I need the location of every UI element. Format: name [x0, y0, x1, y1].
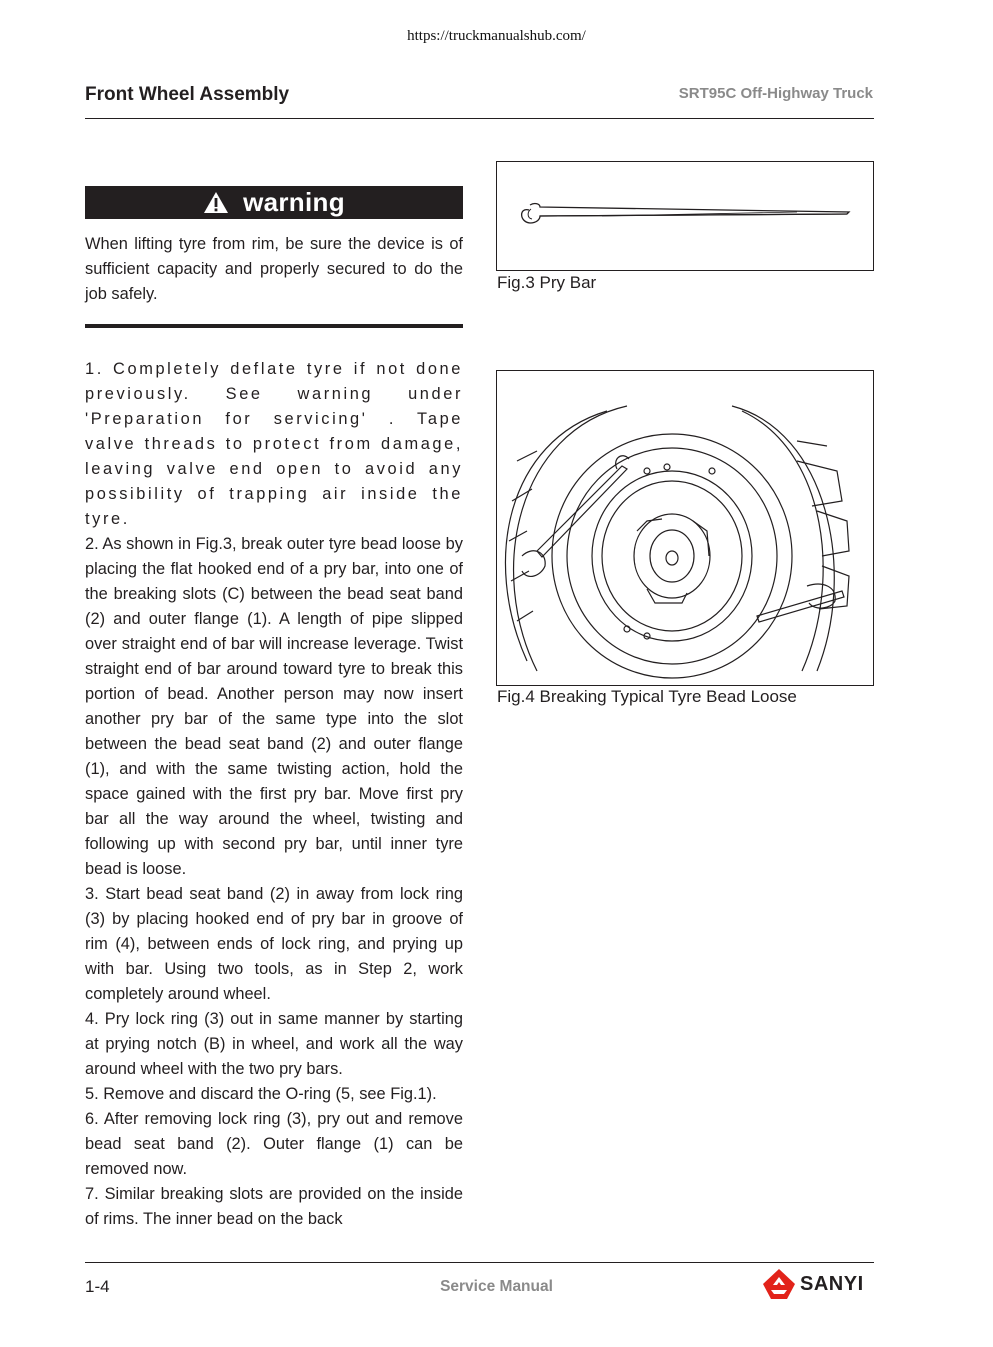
warning-label: warning	[243, 187, 345, 217]
fig4-caption: Fig.4 Breaking Typical Tyre Bead Loose	[497, 687, 797, 706]
fig4-tyre-illustration	[496, 370, 874, 686]
warning-text: When lifting tyre from rim, be sure the device is of sufficient capacity and properly secured to do the job safely.	[85, 235, 463, 303]
warning-triangle-icon	[203, 191, 229, 214]
step-3: 3. Start bead seat band (2) in away from lock ring (3) by placing hooked end of pry bar in groove of rim (4), between ends of lock ring, and prying up with bar. Using two tools, as in Step 2, work completely around wheel.	[85, 885, 463, 1003]
source-url: https://truckmanualshub.com/	[407, 28, 586, 44]
step-7: 7. Similar breaking slots are provided on the inside of rims. The inner bead on the back	[85, 1185, 463, 1228]
step-5: 5. Remove and discard the O-ring (5, see Fig.1).	[85, 1085, 437, 1103]
procedure-steps	[85, 357, 463, 1232]
step-6: 6. After removing lock ring (3), pry out and remove bead seat band (2). Outer flange (1) can be removed now.	[85, 1110, 463, 1178]
step-4: 4. Pry lock ring (3) out in same manner by starting at prying notch (B) in wheel, and work all the way around wheel with the two pry bars.	[85, 1010, 463, 1078]
warning-rule	[85, 324, 463, 328]
fig3-caption: Fig.3 Pry Bar	[497, 273, 597, 292]
model-name: SRT95C Off-Highway Truck	[678, 85, 873, 102]
section-title: Front Wheel Assembly	[85, 84, 290, 105]
header-rule	[85, 118, 874, 119]
footer-title: Service Manual	[440, 1278, 553, 1295]
step-1: 1. Completely deflate tyre if not done previously. See warning under 'Preparation for servicing' . Tape valve threads to protect from damage, leaving valve end open to avoid any possibility of trapping air inside the tyre.	[85, 360, 463, 528]
warning-banner	[85, 186, 463, 219]
sanyi-logo	[762, 1268, 864, 1300]
footer-rule	[85, 1262, 874, 1263]
tyre-wheel-drawing	[497, 371, 873, 685]
fig3-pry-bar	[496, 161, 874, 271]
pry-bar-drawing	[497, 162, 873, 270]
brand-name: SANYI	[800, 1272, 864, 1295]
page-number: 1-4	[85, 1277, 110, 1296]
sanyi-logo-icon	[762, 1268, 796, 1300]
step-2: 2. As shown in Fig.3, break outer tyre bead loose by placing the flat hooked end of a pry bar, into one of the breaking slots (C) between the bead seat band (2) and outer flange (1). A length of pipe slipped over straight end of bar will increase leverage. Twist straight end of bar around toward tyre to break this portion of bead. Another person may now insert another pry bar of the same type into the slot between the bead seat band (2) and outer flange (1), and with the same twisting action, hold the space gained with the first pry bar. Move first pry bar all the way around the wheel, twisting and following up with second pry bar, until inner tyre bead is loose.	[85, 535, 463, 878]
